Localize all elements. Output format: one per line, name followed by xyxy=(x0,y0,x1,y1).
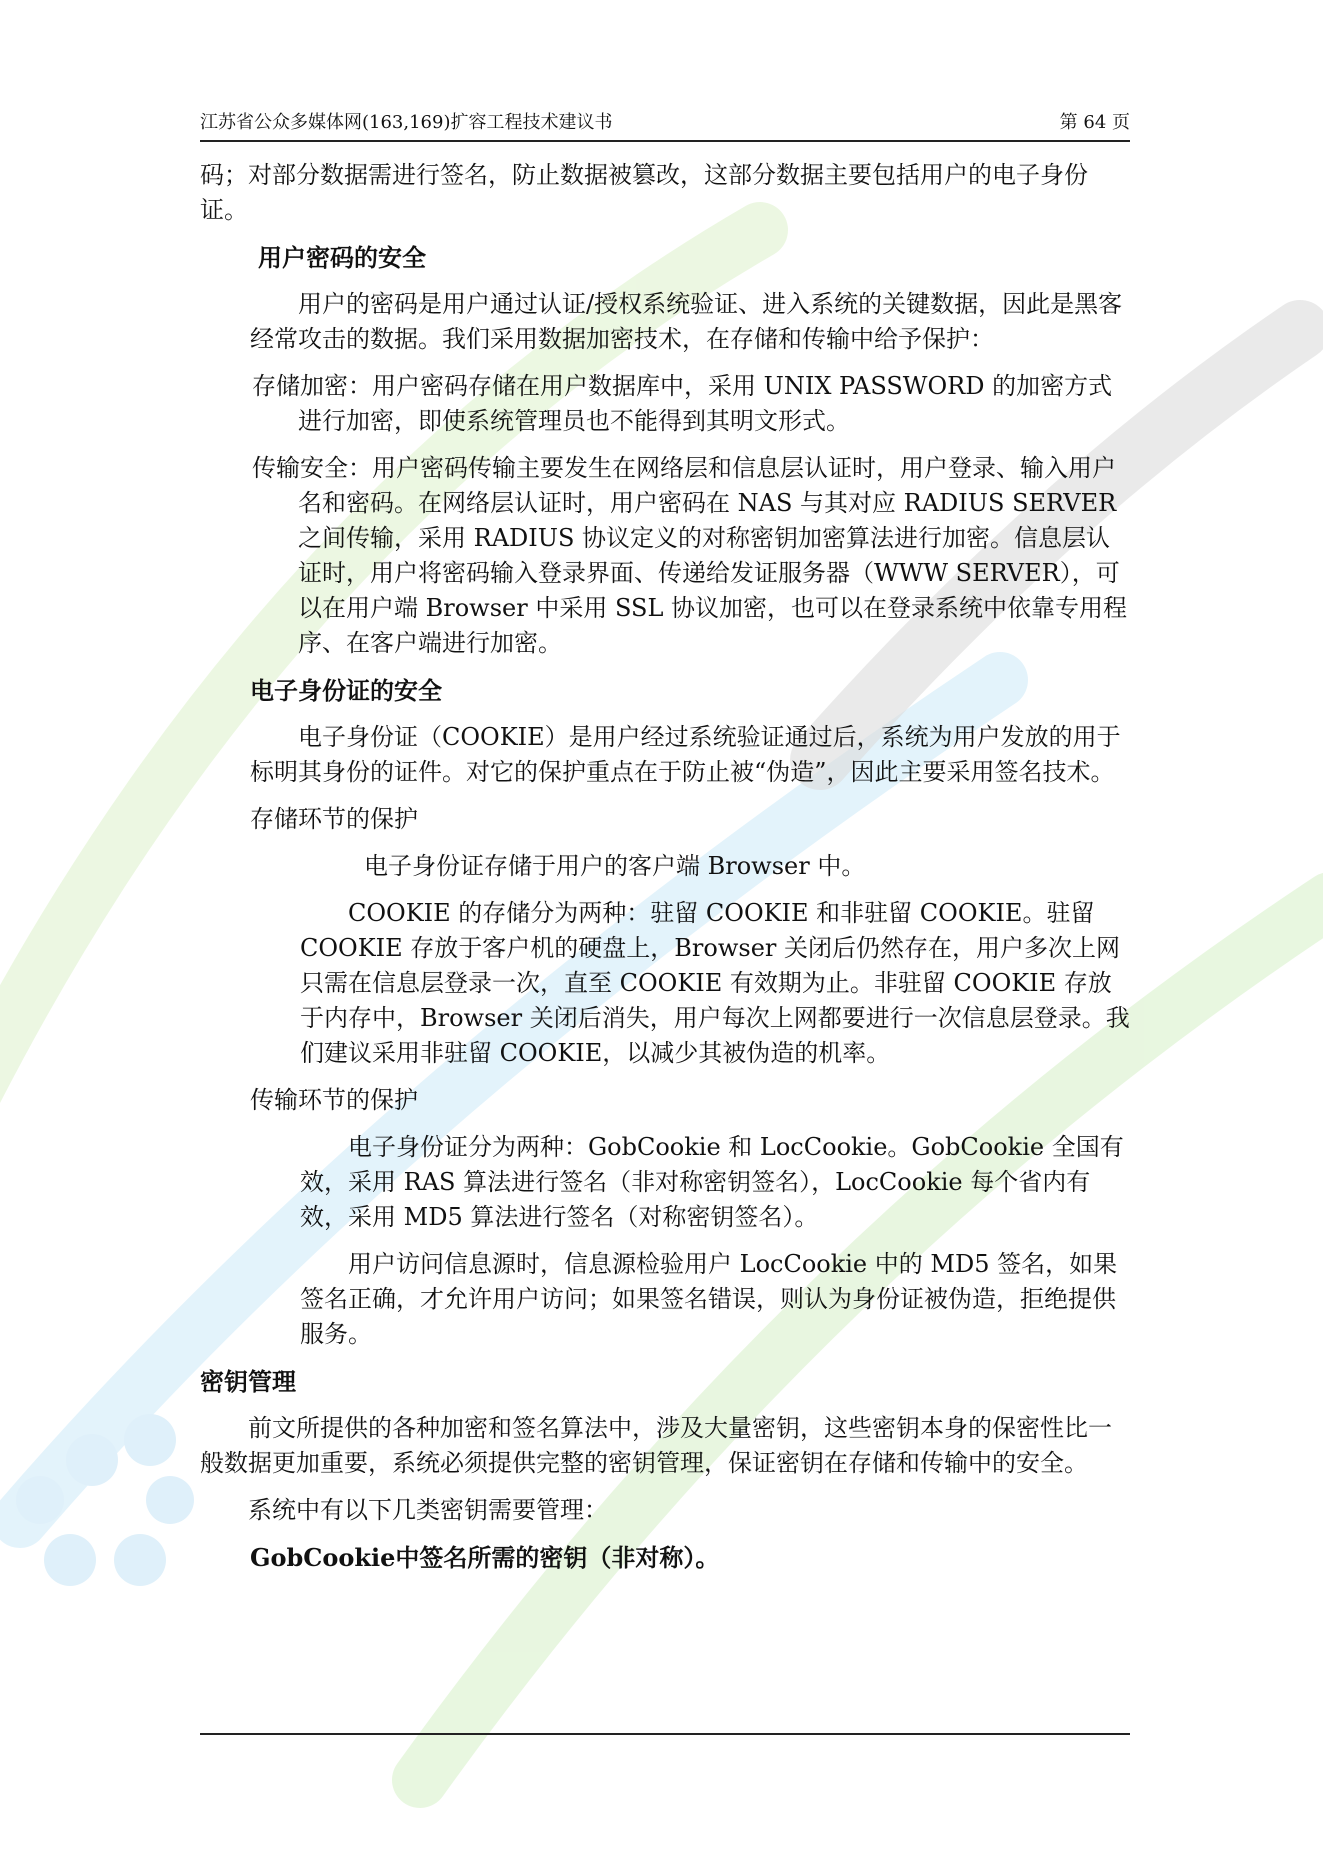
paragraph: 前文所提供的各种加密和签名算法中，涉及大量密钥，这些密钥本身的保密性比一般数据更加重要，系统必须提供完整的密钥管理，保证密钥在存储和传输中的安全。 xyxy=(200,1414,1112,1477)
footer-rule xyxy=(200,1733,1130,1735)
paragraph: 电子身份证分为两种：GobCookie 和 LocCookie。GobCookie 全国有效，采用 RAS 算法进行签名（非对称密钥签名），LocCookie 每个省内有效，采用 MD5 算法进行签名（对称密钥签名）。 xyxy=(300,1133,1124,1231)
paragraph: COOKIE 的存储分为两种：驻留 COOKIE 和非驻留 COOKIE。驻留 COOKIE 存放于客户机的硬盘上，Browser 关闭后仍然存在，用户多次上网只需在信息层登录一次，直至 COOKIE 有效期为止。非驻留 COOKIE 存放于内存中，Browser 关闭后消失，用户每次上网都要进行一次信息层登录。我们建议采用非驻留 COOKIE，以减少其被伪造的机率。 xyxy=(300,899,1130,1067)
paragraph: 电子身份证存储于用户的客户端 Browser 中。 xyxy=(364,852,866,880)
paragraph: 电子身份证（COOKIE）是用户经过系统验证通过后，系统为用户发放的用于标明其身份的证件。对它的保护重点在于防止被“伪造”，因此主要采用签名技术。 xyxy=(250,723,1121,786)
subheading-storage: 存储环节的保护 xyxy=(250,805,418,833)
document-body xyxy=(200,158,1130,1575)
paragraph: 用户的密码是用户通过认证/授权系统验证、进入系统的关键数据，因此是黑客经常攻击的数据。我们采用数据加密技术，在存储和传输中给予保护： xyxy=(250,290,1123,353)
section-heading-gob-keys: GobCookie中签名所需的密钥（非对称）。 xyxy=(250,1543,720,1572)
subheading-transfer: 传输环节的保护 xyxy=(250,1086,418,1114)
paragraph: 系统中有以下几类密钥需要管理： xyxy=(248,1496,608,1524)
list-item-transfer-security: 传输安全：用户密码传输主要发生在网络层和信息层认证时，用户登录、输入用户名和密码。在网络层认证时，用户密码在 NAS 与其对应 RADIUS SERVER 之间传输，采用 RADIUS 协议定义的对称密钥加密算法进行加密。信息层认证时，用户将密码输入登录界面、传递给发证服务器（WWW SERVER），可以在用户端 Browser 中采用 SSL 协议加密，也可以在登录系统中依靠专用程序、在客户端进行加密。 xyxy=(252,454,1128,657)
paragraph: 码；对部分数据需进行签名，防止数据被篡改，这部分数据主要包括用户的电子身份证。 xyxy=(200,161,1088,224)
flower-logo xyxy=(16,1414,194,1586)
document-title: 江苏省公众多媒体网(163,169)扩容工程技术建议书 xyxy=(200,112,613,133)
section-heading-keys: 密钥管理 xyxy=(200,1367,296,1396)
section-heading-password: 用户密码的安全 xyxy=(258,243,426,272)
section-heading-eid: 电子身份证的安全 xyxy=(250,676,442,705)
paragraph: 用户访问信息源时，信息源检验用户 LocCookie 中的 MD5 签名，如果签名正确，才允许用户访问；如果签名错误，则认为身份证被伪造，拒绝提供服务。 xyxy=(300,1250,1118,1348)
list-item-storage-encryption: 存储加密：用户密码存储在用户数据库中，采用 UNIX PASSWORD 的加密方式进行加密，即使系统管理员也不能得到其明文形式。 xyxy=(252,372,1113,435)
page-number: 第 64 页 xyxy=(1059,112,1130,133)
page-header xyxy=(200,106,1130,142)
